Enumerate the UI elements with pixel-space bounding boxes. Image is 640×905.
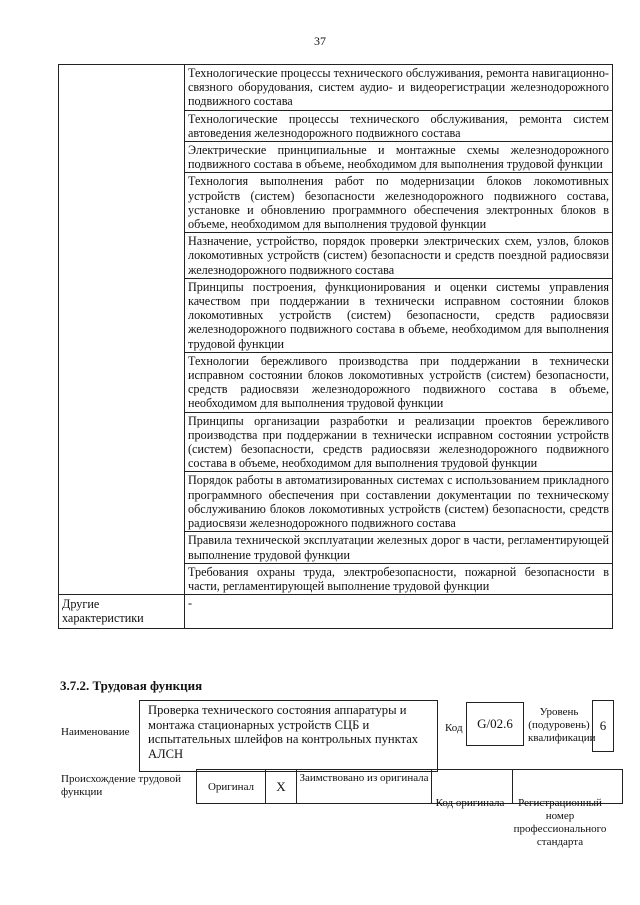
code-label: Код bbox=[445, 722, 463, 734]
knowledge-item: Требования охраны труда, электробезопасности, пожарной безопасности в части, регламентирующей выполнение трудовой функции bbox=[185, 563, 613, 594]
table-row bbox=[59, 65, 613, 111]
knowledge-item: Назначение, устройство, порядок проверки электрических схем, узлов, блоков локомотивных устройств (систем) безопасности и средств поездной радиосвязи железнодорожного подвижного состава bbox=[185, 233, 613, 279]
knowledge-label-cell bbox=[59, 65, 185, 595]
function-name-box: Проверка технического состояния аппаратуры и монтажа стационарных устройств СЦБ и испытательных шлейфов на контрольных пунктах АЛСН bbox=[139, 700, 438, 772]
page-number: 37 bbox=[314, 34, 326, 48]
borrowed-label-cell: Заимствовано из оригинала bbox=[297, 770, 432, 804]
knowledge-table bbox=[58, 64, 613, 629]
section-heading: 3.7.2. Трудовая функция bbox=[60, 678, 203, 693]
original-mark-cell: X bbox=[266, 770, 297, 804]
knowledge-item: Технологические процессы технического обслуживания, ремонта систем автоведения железнодорожного подвижного состава bbox=[185, 110, 613, 141]
origin-label: Происхождение трудовой функции bbox=[61, 773, 182, 798]
other-characteristics-value: - bbox=[185, 595, 613, 628]
knowledge-table-body bbox=[59, 65, 613, 629]
knowledge-item: Принципы построения, функционирования и оценки системы управления качеством при поддержании в технически исправном состоянии блоков локомотивных устройств (систем) безопасности, средств радиосвязи железнодорожного подвижного состава в объеме, необходимом для выполнения трудовой функции bbox=[185, 278, 613, 352]
knowledge-item: Правила технической эксплуатации железных дорог в части, регламентирующей выполнение трудовой функции bbox=[185, 532, 613, 563]
knowledge-item: Электрические принципиальные и монтажные схемы железнодорожного подвижного состава в объеме, необходимом для выполнения трудовой функции bbox=[185, 142, 613, 173]
reg-number-label: Регистрационный номер профессионального стандарта bbox=[513, 797, 607, 848]
code-value-box: G/02.6 bbox=[466, 702, 524, 746]
knowledge-item: Принципы организации разработки и реализации проектов бережливого производства при поддержании в технически исправном состоянии устройств (систем) безопасности, средств радиосвязи железнодорожного подвижного состава в объеме, необходимом для выполнения трудовой функции bbox=[185, 412, 613, 472]
original-label-cell: Оригинал bbox=[197, 770, 266, 804]
knowledge-item: Технологии бережливого производства при поддержании в технически исправном состоянии блоков локомотивных устройств (систем) безопасности, средств радиосвязи железнодорожного подвижного состава в объеме, необходимом для выполнения трудовой функции bbox=[185, 352, 613, 412]
other-characteristics-label: Другие характеристики bbox=[59, 595, 185, 628]
knowledge-item: Порядок работы в автоматизированных системах с использованием прикладного программного обеспечения при составлении документации по техническому обслуживанию блоков локомотивных устройств (систем) безопасности, средств радиосвязи железнодорожного подвижного состава bbox=[185, 472, 613, 532]
qualification-level-box: 6 bbox=[592, 700, 614, 752]
knowledge-item: Технология выполнения работ по модернизации блоков локомотивных устройств (систем) безопасности железнодорожного подвижного состава, установке и обновлению программного обеспечения электронных блоков в объеме, необходимом для выполнения трудовой функции bbox=[185, 173, 613, 233]
code-original-label: Код оригинала bbox=[435, 797, 505, 809]
knowledge-item: Технологические процессы технического обслуживания, ремонта навигационно-связного оборудования, систем аудио- и видеорегистрации железнодорожного подвижного состава bbox=[185, 65, 613, 111]
name-label: Наименование bbox=[61, 726, 130, 738]
table-row bbox=[59, 595, 613, 628]
qualification-level-label: Уровень (подуровень) квалификации bbox=[528, 706, 596, 744]
